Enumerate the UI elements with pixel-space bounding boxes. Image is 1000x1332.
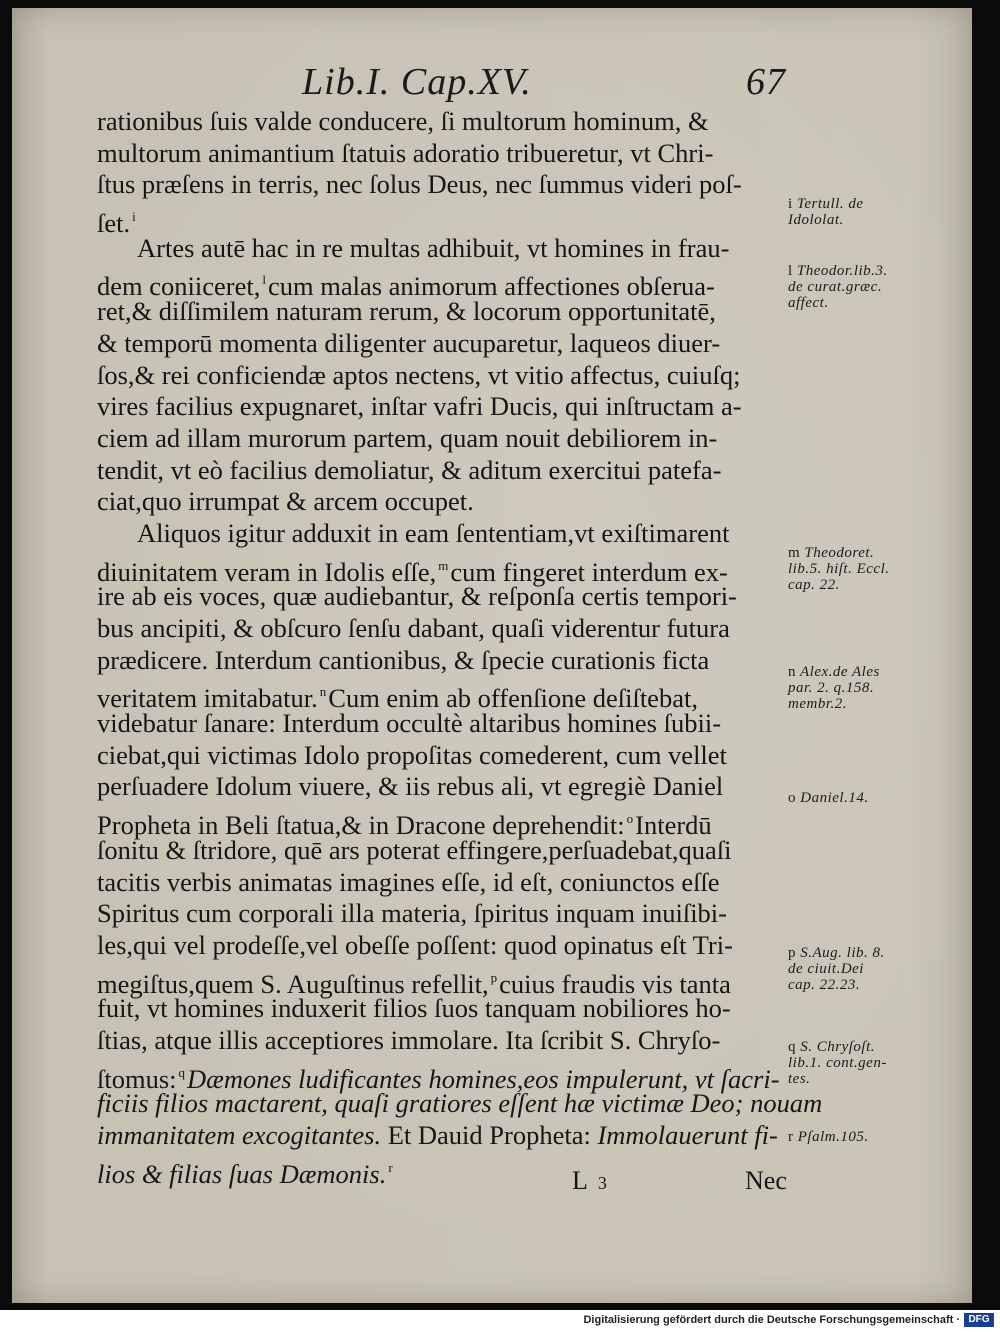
text-line: fuit, vt homines induxerit filios ſuos tanquam nobiliores ho- <box>97 993 731 1024</box>
text-line: & temporū momenta diligenter aucuparetur, laqueos diuer- <box>97 327 721 358</box>
signature-number: 3 <box>597 1173 607 1193</box>
margin-note <box>788 664 968 712</box>
text-line: Aliquos igitur adduxit in eam ſententiam,vt exiſtimarent <box>137 517 730 548</box>
text-line: ire ab eis voces, quæ audiebantur, & reſponſa certis tempori- <box>97 581 737 612</box>
book-page <box>12 8 972 1303</box>
text-line: multorum animantium ſtatuis adoratio tribueretur, vt Chri- <box>97 137 714 168</box>
text-fragment: Propheta in Beli ſtatua,& in Dracone deprehendit: <box>97 810 625 841</box>
text-fragment: Cum enim ab offenſione deſiſtebat, <box>328 683 698 714</box>
text-line <box>97 676 787 714</box>
quotation-fragment: Immolauerunt fi- <box>597 1120 778 1150</box>
text-fragment: ſtomus: <box>97 1063 177 1094</box>
text-fragment: cum fingeret interdum ex- <box>450 556 728 587</box>
note-reference: r <box>388 1159 393 1175</box>
signature-letter: L <box>572 1166 588 1195</box>
note-text: par. 2. q.158. <box>788 680 875 696</box>
quotation-fragment: lios & filias ſuas Dæmonis. <box>97 1158 387 1189</box>
note-mark: m <box>788 545 801 561</box>
margin-note <box>788 790 968 806</box>
text-line: ſos,& rei conficiendæ aptos nectens, vt vitio affectus, cuiuſq; <box>97 359 741 390</box>
text-line: tendit, vt eò facilius demoliatur, & aditum exercitui patefa- <box>97 454 722 485</box>
text-fragment: megiſtus,quem S. Auguſtinus refellit, <box>97 968 489 999</box>
note-text: Theodor.lib.3. <box>796 263 888 279</box>
note-mark: i <box>788 196 793 212</box>
text-line: ſonitu & ſtridore, quē ars poterat effingere,perſuadebat,quaſi <box>97 834 732 865</box>
note-mark: n <box>788 664 796 680</box>
text-line <box>97 803 787 841</box>
note-reference: q <box>178 1064 186 1080</box>
text-fragment: cuius fraudis vis tanta <box>499 968 731 999</box>
note-text: cap. 22.23. <box>788 977 861 993</box>
note-mark: p <box>788 945 796 961</box>
margin-note <box>788 1039 968 1087</box>
note-reference: l <box>262 272 266 288</box>
margin-note <box>788 945 968 993</box>
note-text: membr.2. <box>788 696 847 712</box>
signature-mark <box>572 1166 607 1196</box>
text-fragment: ſet. <box>97 208 131 239</box>
text-fragment: cum malas animorum affectiones obſerua- <box>267 271 715 302</box>
text-line: videbatur ſanare: Interdum occultè altaribus homines ſubii- <box>97 708 722 739</box>
margin-note <box>788 545 968 593</box>
text-line: ſtus præſens in terris, nec ſolus Deus, nec ſummus videri poſ- <box>97 169 742 200</box>
note-mark: l <box>788 263 793 279</box>
text-line: Artes autē hac in re multas adhibuit, vt homines in frau- <box>137 232 730 263</box>
text-line <box>97 550 787 587</box>
note-text: Daniel.14. <box>800 790 869 806</box>
text-line: ſtias, atque illis acceptiores immolare. Ita ſcribit S. Chryſo- <box>97 1024 721 1055</box>
text-line <box>97 264 787 302</box>
credit-text: Digitalisierung gefördert durch die Deutsche Forschungsgemeinschaft · <box>583 1314 960 1326</box>
note-text: S.Aug. lib. 8. <box>800 945 885 961</box>
quotation-fragment: immanitatem excogitantes. <box>97 1120 382 1150</box>
note-text: S. Chryſoſt. <box>800 1039 876 1055</box>
note-mark: q <box>788 1039 796 1055</box>
note-text: cap. 22. <box>788 577 840 593</box>
note-text: de ciuit.Dei <box>788 961 864 977</box>
note-reference: m <box>438 557 449 573</box>
text-fragment: Interdū <box>635 810 712 841</box>
page-number: 67 <box>746 61 786 103</box>
margin-note <box>788 196 968 228</box>
margin-note <box>788 1129 968 1145</box>
note-text: tes. <box>788 1071 811 1087</box>
text-line: ciat,quo irrumpat & arcem occupet. <box>97 486 474 517</box>
note-reference: n <box>319 684 327 700</box>
note-mark: o <box>788 790 796 806</box>
note-text: Pſalm.105. <box>797 1129 869 1145</box>
text-line <box>97 1057 787 1094</box>
text-fragment: veritatem imitabatur. <box>97 683 318 714</box>
note-text: affect. <box>788 295 829 311</box>
text-line: perſuadere Idolum viuere, & iis rebus ali, vt egregiè Daniel <box>97 771 724 802</box>
text-line: ciem ad illam murorum partem, quam nouit debiliorem in- <box>97 422 718 453</box>
text-line <box>97 1120 787 1152</box>
text-line: rationibus ſuis valde conducere, ſi multorum hominum, & <box>97 106 709 136</box>
note-reference: o <box>626 811 634 827</box>
text-line: Spiritus cum corporali illa materia, ſpiritus inquam inuiſibi- <box>97 898 727 929</box>
text-line: bus ancipiti, & obſcuro ſenſu dabant, quaſi viderentur futura <box>97 613 730 643</box>
note-reference: p <box>490 969 498 985</box>
note-text: lib.1. cont.gen- <box>788 1055 887 1071</box>
text-fragment: dem coniiceret, <box>97 271 261 302</box>
text-line: prædicere. Interdum cantionibus, & ſpecie curationis ficta <box>97 644 710 675</box>
note-mark: r <box>788 1129 794 1145</box>
text-line: les,qui vel prodeſſe,vel obeſſe poſſent: quod opinatus eſt Tri- <box>97 929 733 960</box>
margin-note <box>788 263 968 311</box>
dfg-logo-icon: DFG <box>964 1313 994 1327</box>
text-fragment: diuinitatem veram in Idolis eſſe, <box>97 556 437 587</box>
chapter-title: Lib.I. Cap.XV. <box>302 61 532 103</box>
text-line <box>97 1152 787 1189</box>
note-text: de curat.græc. <box>788 279 883 295</box>
note-text: Alex.de Ales <box>799 664 880 680</box>
text-line: ret,& diſſimilem naturam rerum, & locorum opportunitatē, <box>97 296 716 327</box>
note-text: lib.5. hiſt. Eccl. <box>788 561 890 577</box>
quotation-line: ficiis filios mactarent, quaſi gratiores eſſent hæ victimæ Deo; nouam <box>97 1088 823 1119</box>
text-line <box>97 201 787 239</box>
text-line: vires facilius expugnaret, inſtar vafri Ducis, qui inſtructam a- <box>97 391 742 422</box>
note-text: Theodoret. <box>804 545 875 561</box>
text-line: ciebat,qui victimas Idolo propoſitas comederent, cum vellet <box>97 739 727 770</box>
quotation-fragment: Dæmones ludificantes homines,eos impulerunt, vt ſacri- <box>187 1063 780 1094</box>
catchword: Nec <box>745 1166 787 1195</box>
credit-bar <box>0 1310 1000 1332</box>
text-line: tacitis verbis animatas imagines eſſe, id eſt, coniunctos eſſe <box>97 866 720 897</box>
note-text: Tertull. de <box>796 196 864 212</box>
text-fragment: Et Dauid Propheta: <box>387 1120 591 1150</box>
note-text: Idololat. <box>788 212 844 228</box>
running-head <box>302 60 802 104</box>
note-reference: i <box>132 209 136 225</box>
text-line <box>97 962 787 999</box>
